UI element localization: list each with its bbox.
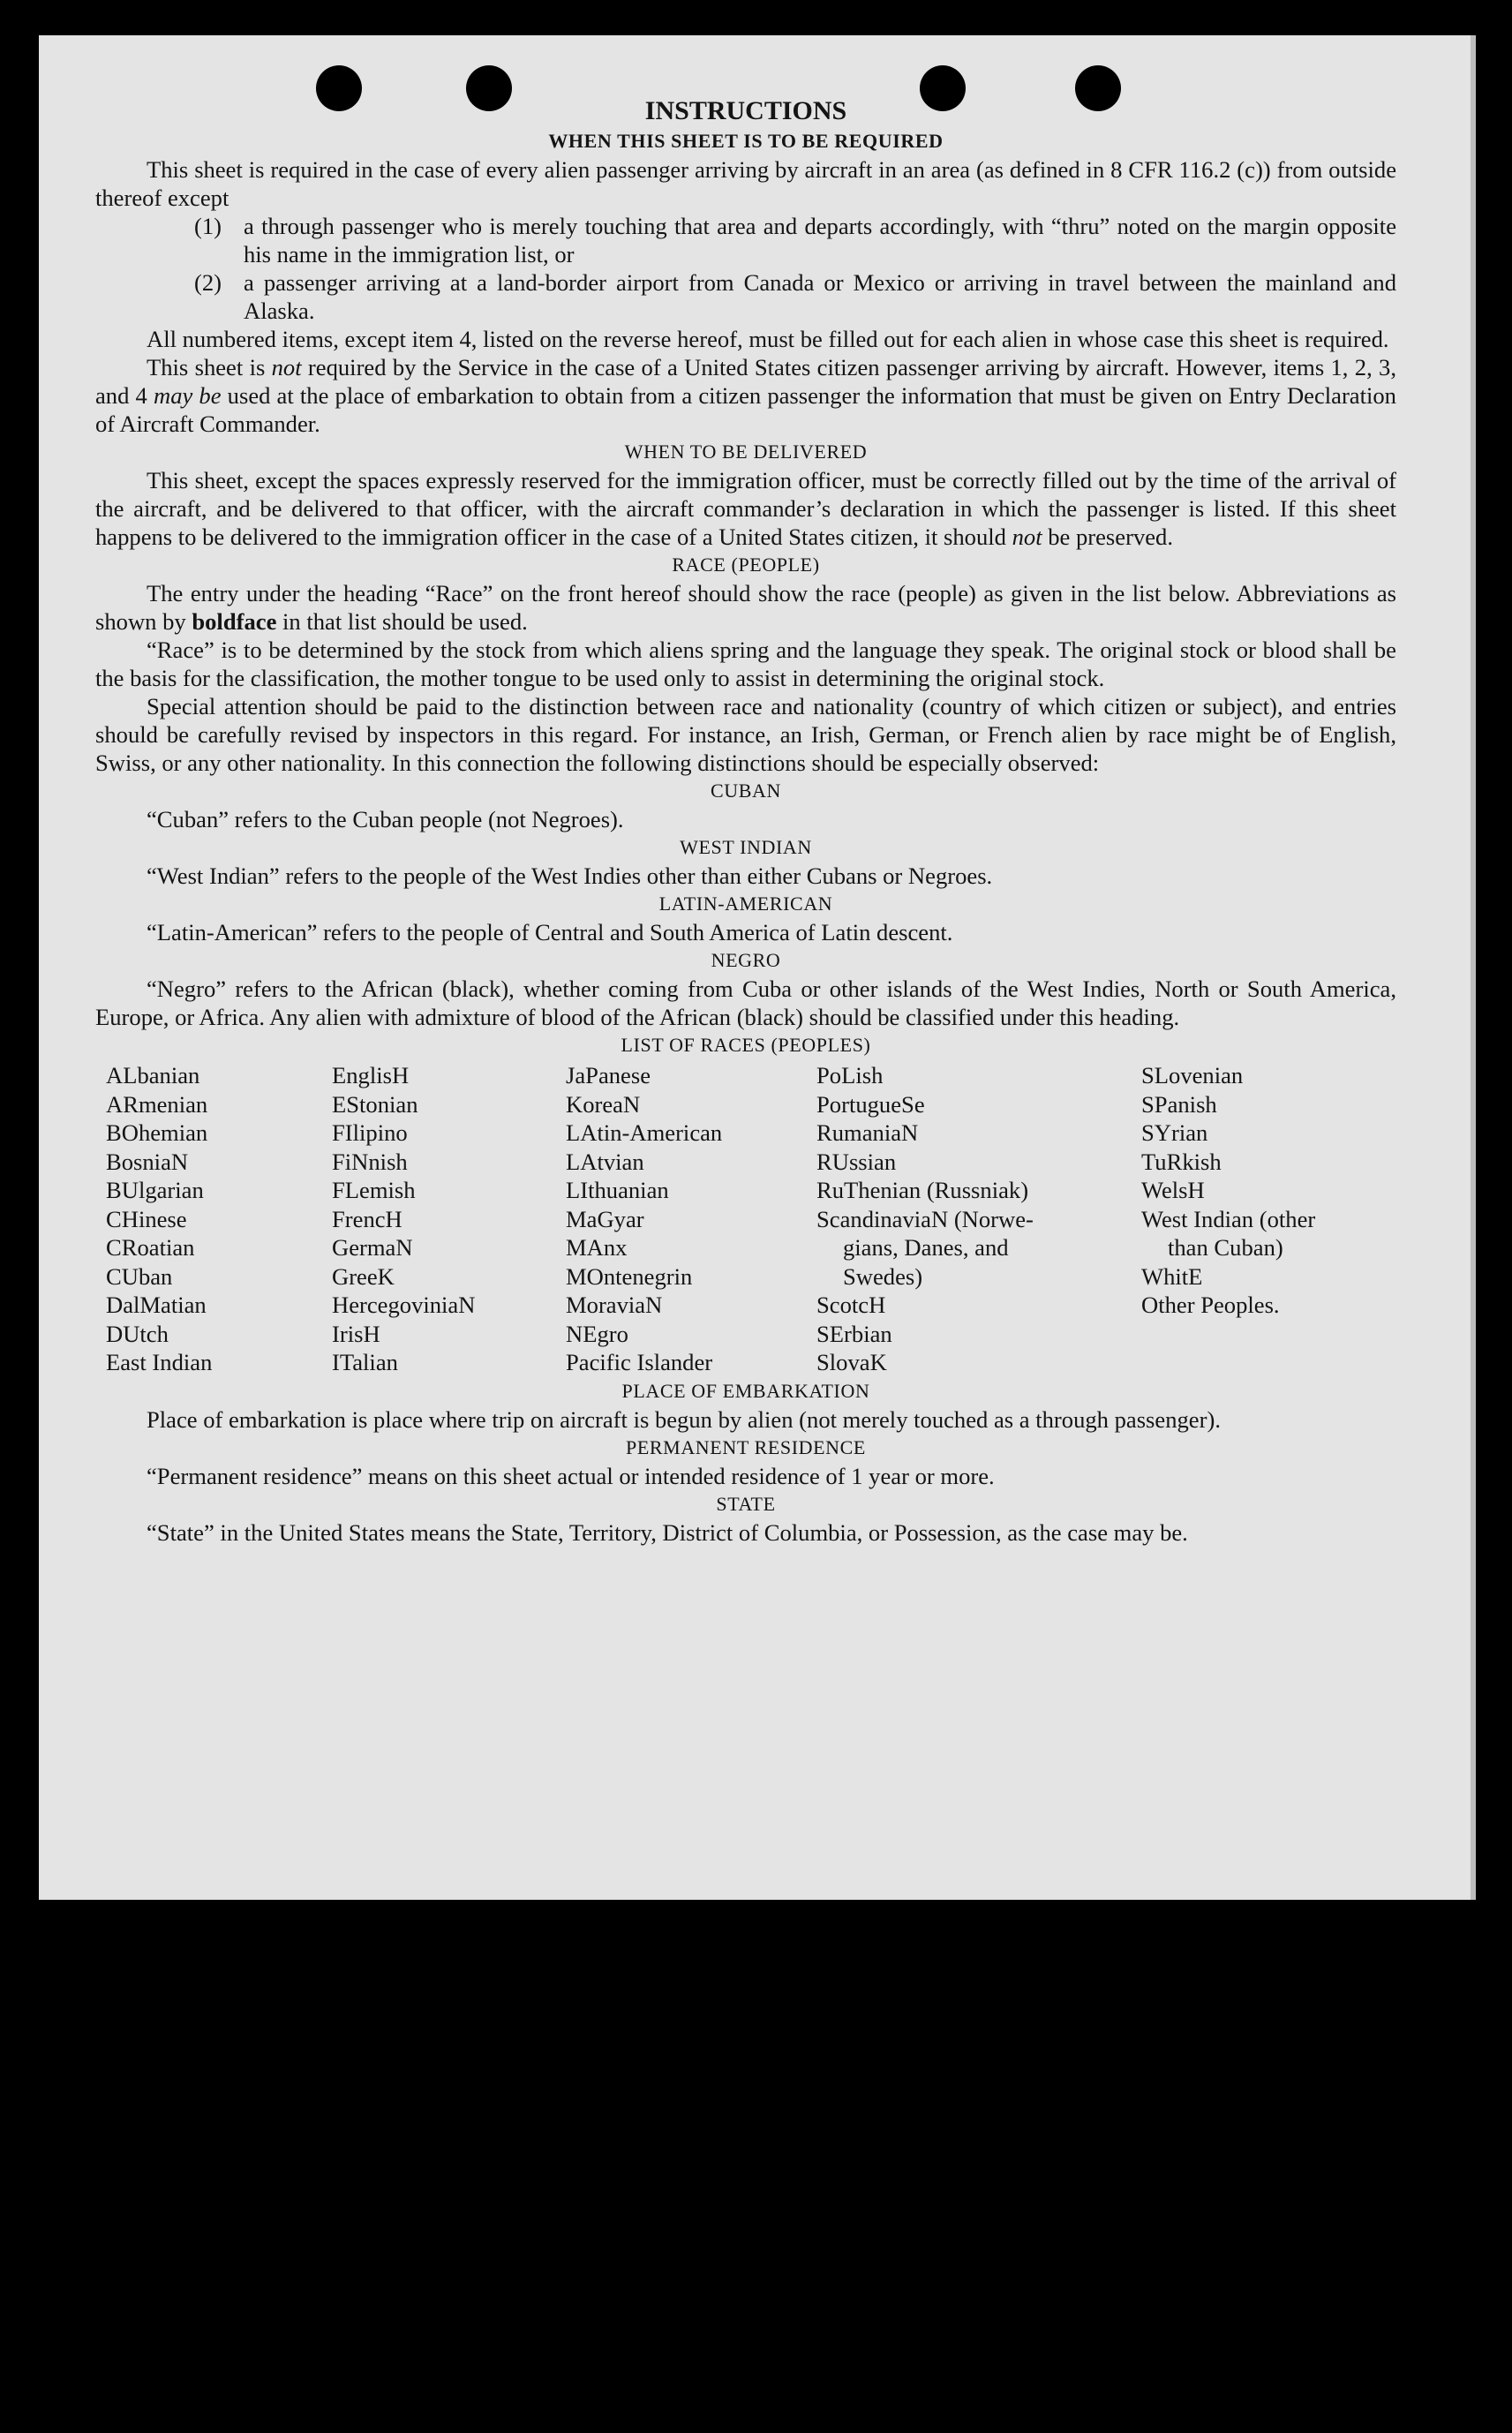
race-entry: PoLish — [816, 1062, 884, 1088]
text-run: be preserved. — [1042, 524, 1173, 550]
emphasis: not — [271, 354, 302, 380]
section-heading-race: RACE (PEOPLE) — [672, 554, 820, 576]
race-column — [95, 1061, 332, 1377]
race-entry: CHinese — [106, 1205, 187, 1232]
race-entry: JaPanese — [566, 1062, 651, 1088]
paragraph — [95, 579, 1396, 636]
race-entry: CRoatian — [106, 1234, 195, 1261]
item-text: a passenger arriving at a land-border airport from Canada or Mexico or arriving in travel between the mainland and Alaska. — [244, 269, 1396, 324]
race-entry: IrisH — [332, 1320, 380, 1347]
text-run: in that list should be used. — [276, 608, 528, 635]
race-entry: CUban — [106, 1262, 173, 1290]
race-entry: EnglisH — [332, 1062, 410, 1088]
race-column — [566, 1061, 816, 1377]
race-entry: ARmenian — [106, 1090, 208, 1118]
race-entry: LIthuanian — [566, 1177, 669, 1203]
race-column — [332, 1061, 566, 1377]
race-entry: ScandinaviaN (Norwe- — [816, 1205, 1034, 1232]
race-entry: FrencH — [332, 1205, 402, 1232]
race-entry: WelsH — [1141, 1177, 1205, 1203]
race-entry: FIlipino — [332, 1119, 408, 1146]
paragraph: “State” in the United States means the State, Territory, District of Columbia, or Possession, as the case may be. — [147, 1518, 1188, 1546]
race-entry: SYrian — [1141, 1119, 1208, 1146]
race-entry: RumaniaN — [816, 1119, 919, 1146]
race-entry: HercegoviniaN — [332, 1292, 476, 1318]
race-list — [95, 1061, 1396, 1377]
race-entry: DUtch — [106, 1320, 169, 1347]
text-run: used at the place of embarkation to obtain from a citizen passenger the information that must be given on Entry Declaration of Aircraft Commander. — [95, 382, 1396, 437]
paragraph: Place of embarkation is place where trip on aircraft is begun by alien (not merely touched as a through passenger). — [147, 1405, 1221, 1433]
race-entry: SPanish — [1141, 1090, 1217, 1118]
numbered-item — [95, 212, 1396, 268]
race-entry: ITalian — [332, 1349, 398, 1375]
paragraph: “West Indian” refers to the people of the West Indies other than either Cubans or Negroes. — [147, 862, 993, 889]
paragraph: “Race” is to be determined by the stock from which aliens spring and the language they speak. The original stock or blood shall be the basis for the classification, the mother tongue to be used only to assist in determining the original stock. — [95, 636, 1396, 691]
race-column — [1141, 1061, 1388, 1377]
text-run: required by the Service in the case of a United States citizen passenger arriving by aircraft. However, items 1, 2, 3, and 4 — [95, 354, 1396, 409]
race-entry: West Indian (other — [1141, 1205, 1316, 1232]
race-entry: SErbian — [816, 1320, 892, 1347]
text-run: This sheet, except the spaces expressly reserved for the immigration officer, must be correctly filled out by the time of the arrival of the aircraft, and be delivered to that officer, with the aircraft commander’s declaration in which the passenger is listed. If this sheet happens to be delivered to the immigration officer in the case of a United States citizen, it should — [95, 467, 1396, 550]
race-entry: GermaN — [332, 1234, 413, 1261]
numbered-item — [95, 268, 1396, 325]
item-number: (1) — [194, 213, 222, 239]
race-entry: WhitE — [1141, 1262, 1203, 1290]
section-heading-delivered: WHEN TO BE DELIVERED — [624, 441, 868, 463]
paragraph: “Permanent residence” means on this sheet actual or intended residence of 1 year or more. — [147, 1462, 995, 1489]
section-heading-required: WHEN THIS SHEET IS TO BE REQUIRED — [548, 130, 944, 152]
paragraph: “Cuban” refers to the Cuban people (not Negroes). — [147, 806, 624, 832]
item-text: a through passenger who is merely touching that area and departs accordingly, with “thru” noted on the margin opposite his name in the immigration list, or — [244, 213, 1396, 267]
paragraph: This sheet is required in the case of every alien passenger arriving by aircraft in an area (as defined in 8 CFR 116.2 (c)) from outside thereof except — [95, 156, 1396, 211]
emphasis: may be — [153, 382, 222, 409]
race-entry: than Cuban) — [1168, 1234, 1283, 1261]
race-entry: DalMatian — [106, 1292, 207, 1318]
race-entry: NEgro — [566, 1320, 628, 1347]
paragraph — [95, 466, 1396, 551]
paragraph: Special attention should be paid to the distinction between race and nationality (country of which citizen or subject), and entries should be carefully revised by inspectors in this regard. For instance, an Irish, German, or French alien by race might be of English, Swiss, or any other nationality. In this connection the following distinctions should be especially observed: — [95, 693, 1396, 776]
race-entry: ALbanian — [106, 1062, 200, 1088]
race-entry: MOntenegrin — [566, 1262, 693, 1290]
emphasis: not — [1012, 524, 1042, 550]
item-number: (2) — [194, 269, 222, 296]
race-entry: BOhemian — [106, 1119, 208, 1146]
race-entry: ScotcH — [816, 1292, 886, 1318]
race-entry: SlovaK — [816, 1349, 887, 1375]
paragraph: “Negro” refers to the African (black), whether coming from Cuba or other islands of the West Indies, North or South America, Europe, or Africa. Any alien with admixture of blood of the African (black) should be classified under this heading. — [95, 975, 1396, 1030]
race-entry: FiNnish — [332, 1148, 408, 1175]
race-entry: BUlgarian — [106, 1177, 204, 1203]
section-heading-state: STATE — [716, 1492, 776, 1515]
race-entry: LAtvian — [566, 1148, 644, 1175]
section-heading-west-indian: WEST INDIAN — [680, 836, 812, 858]
race-entry: RuThenian (Russniak) — [816, 1177, 1029, 1203]
race-entry: EStonian — [332, 1090, 418, 1118]
text-run: The entry under the heading “Race” on the front hereof should show the race (people) as given in the list below. Abbreviations as shown by — [95, 580, 1396, 635]
race-entry: SLovenian — [1141, 1062, 1244, 1088]
race-entry: FLemish — [332, 1177, 416, 1203]
race-entry: MAnx — [566, 1234, 628, 1261]
section-heading-latin-american: LATIN-AMERICAN — [658, 893, 833, 915]
race-column — [816, 1061, 1141, 1377]
race-entry: LAtin-American — [566, 1119, 723, 1146]
race-entry: gians, Danes, and — [843, 1234, 1009, 1261]
paragraph — [95, 353, 1396, 438]
race-entry: Pacific Islander — [566, 1349, 713, 1375]
race-entry: MaGyar — [566, 1205, 644, 1232]
race-entry: TuRkish — [1141, 1148, 1222, 1175]
race-entry: PortugueSe — [816, 1090, 925, 1118]
race-entry: Swedes) — [843, 1262, 923, 1290]
section-heading-races: LIST OF RACES (PEOPLES) — [621, 1034, 871, 1056]
section-heading-residence: PERMANENT RESIDENCE — [626, 1435, 866, 1458]
race-entry: BosniaN — [106, 1148, 189, 1175]
race-entry: MoraviaN — [566, 1292, 663, 1318]
race-entry: RUssian — [816, 1148, 897, 1175]
instructions-text — [95, 95, 1396, 1547]
race-entry: Other Peoples. — [1141, 1292, 1280, 1318]
section-heading-negro: NEGRO — [711, 949, 781, 971]
text-run: This sheet is — [147, 354, 272, 380]
race-entry: East Indian — [106, 1349, 213, 1375]
section-heading-embarkation: PLACE OF EMBARKATION — [621, 1379, 870, 1402]
paragraph: “Latin-American” refers to the people of Central and South America of Latin descent. — [147, 919, 953, 945]
page-title: INSTRUCTIONS — [644, 96, 847, 125]
section-heading-cuban: CUBAN — [710, 780, 781, 802]
race-entry: GreeK — [332, 1262, 395, 1290]
bold-text: boldface — [192, 608, 277, 635]
race-entry: KoreaN — [566, 1090, 641, 1118]
paragraph: All numbered items, except item 4, listed on the reverse hereof, must be filled out for each alien in whose case this sheet is required. — [147, 326, 1389, 352]
